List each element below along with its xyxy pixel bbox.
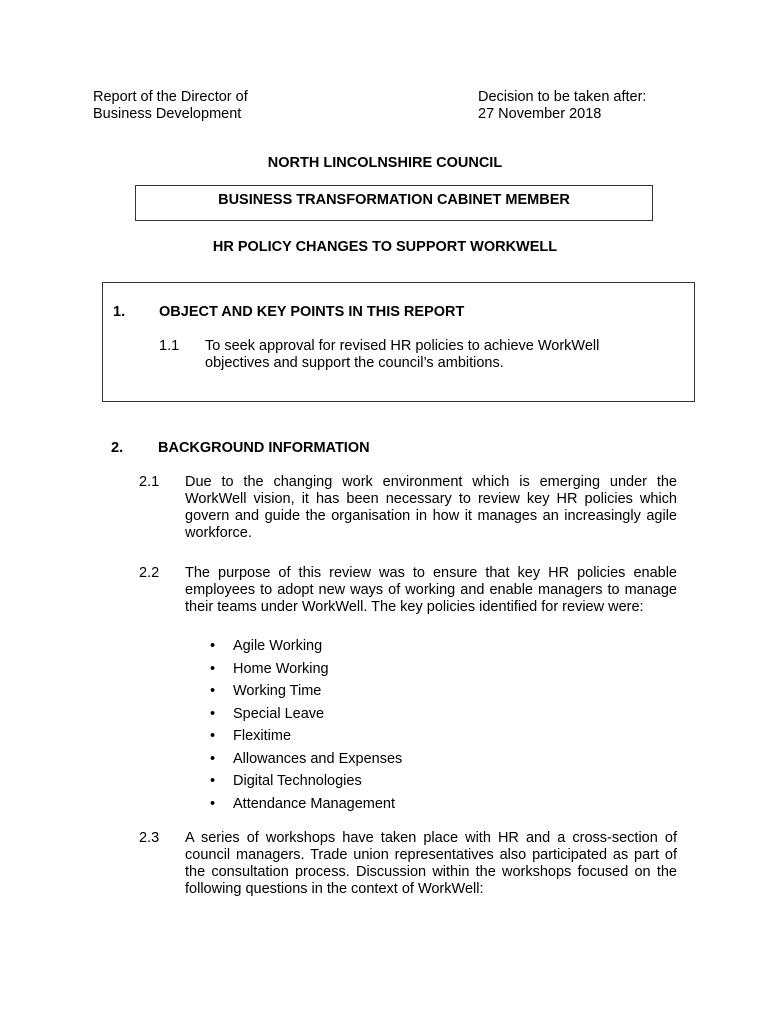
bullet-icon: • [210,705,216,722]
para-2-3-number: 2.3 [139,830,160,846]
item-1-1-text [205,338,599,372]
item-1-1-line1: To seek approval for revised HR policies to achieve WorkWell [205,338,600,354]
para-2-1-number: 2.1 [139,474,160,490]
report-author-line2: Business Development [93,106,242,122]
item-1-1-number: 1.1 [159,338,180,354]
item-1-1-line2: objectives and support the council’s ambitions. [205,355,504,371]
bullet-icon: • [210,638,216,654]
section2-number: 2. [111,440,124,456]
bullet-icon: • [210,728,216,744]
report-title: HR POLICY CHANGES TO SUPPORT WORKWELL [212,239,558,255]
para-2-2-text: The purpose of this review was to ensure that key HR policies enable employees to adopt new ways of working and enable managers to manage their teams under WorkWell. The key policies identified for review were: [185,565,677,615]
bullet-icon: • [210,795,216,812]
section2-heading: BACKGROUND INFORMATION [158,440,370,456]
decision-date [478,89,646,123]
council-name: NORTH LINCOLNSHIRE COUNCIL [267,155,503,171]
decision-date-line2: 27 November 2018 [478,106,602,122]
cabinet-member: BUSINESS TRANSFORMATION CABINET MEMBER [218,192,570,208]
para-2-1-text: Due to the changing work environment which is emerging under the WorkWell vision, it has been necessary to review key HR policies which govern and guide the organisation in how it manages an increasingly agile workforce. [185,474,677,541]
bullet-icon: • [210,683,216,699]
para-2-3-text: A series of workshops have taken place with HR and a cross-section of council managers. Trade union representatives also participated as part of the consultation process. Discussion within the workshops focused on the following questions in the context of WorkWell: [185,830,677,897]
report-author [93,89,248,123]
cabinet-member-box [135,185,653,221]
report-author-line1: Report of the Director of [93,89,248,105]
bullet-icon: • [210,750,216,767]
bullet-icon: • [210,660,216,677]
policy-list: • Agile Working • Home Working • Working Time • Special Leave • Flexitime • Allowances and Expenses • Digital Technologies • Attendance Management [210,638,403,812]
bullet-icon: • [210,773,216,789]
section1-number: 1. [113,304,126,320]
section1-heading: OBJECT AND KEY POINTS IN THIS REPORT [159,304,465,320]
decision-date-line1: Decision to be taken after: [478,89,647,105]
para-2-2-number: 2.2 [139,565,160,581]
